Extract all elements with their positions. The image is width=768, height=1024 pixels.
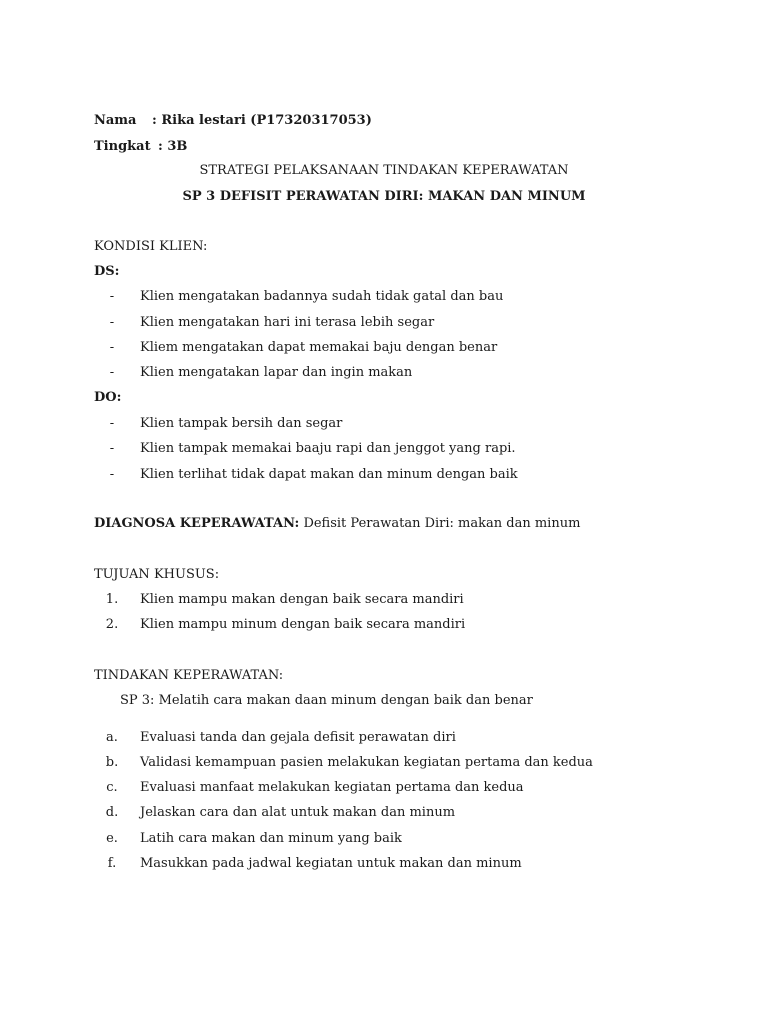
- diagnosa-line: [94, 516, 580, 532]
- bullet-marker: -: [109, 315, 115, 330]
- bullet-marker: -: [109, 365, 115, 380]
- tindakan-item-text: Masukkan pada jadwal kegiatan untuk makan dan minum: [140, 856, 522, 871]
- list-letter: d.: [105, 805, 119, 820]
- nama-value: : Rika lestari (P17320317053): [152, 113, 372, 128]
- ds-item-text: Kliem mengatakan dapat memakai baju dengan benar: [140, 340, 498, 355]
- bullet-marker: -: [109, 441, 115, 456]
- sp-line: SP 3: Melatih cara makan daan minum dengan baik dan benar: [120, 693, 533, 708]
- kondisi-heading: KONDISI KLIEN:: [94, 239, 208, 254]
- tujuan-item-text: Klien mampu minum dengan baik secara mandiri: [140, 617, 466, 632]
- list-letter: a.: [106, 730, 118, 745]
- list-letter: b.: [105, 755, 119, 770]
- list-number: 1.: [105, 592, 119, 607]
- document-title: STRATEGI PELAKSANAAN TINDAKAN KEPERAWATAN: [199, 163, 569, 178]
- list-letter: e.: [106, 831, 118, 846]
- bullet-marker: -: [109, 467, 115, 482]
- nama-label: Nama: [94, 113, 137, 128]
- document-subtitle: SP 3 DEFISIT PERAWATAN DIRI: MAKAN DAN MINUM: [182, 189, 586, 204]
- tindakan-item-text: Latih cara makan dan minum yang baik: [140, 831, 402, 846]
- do-item-text: Klien tampak memakai baaju rapi dan jenggot yang rapi.: [140, 441, 516, 456]
- list-letter: c.: [106, 780, 118, 795]
- list-letter: f.: [107, 856, 117, 871]
- bullet-marker: -: [109, 340, 115, 355]
- diagnosa-value: Defisit Perawatan Diri: makan dan minum: [303, 516, 581, 531]
- tingkat-label: Tingkat: [94, 139, 151, 154]
- list-number: 2.: [105, 617, 119, 632]
- tindakan-item-text: Evaluasi manfaat melakukan kegiatan pertama dan kedua: [140, 780, 524, 795]
- do-item-text: Klien tampak bersih dan segar: [140, 416, 343, 431]
- bullet-marker: -: [109, 289, 115, 304]
- tujuan-item-text: Klien mampu makan dengan baik secara mandiri: [140, 592, 464, 607]
- tindakan-item-text: Jelaskan cara dan alat untuk makan dan minum: [140, 805, 456, 820]
- bullet-marker: -: [109, 416, 115, 431]
- ds-item-text: Klien mengatakan hari ini terasa lebih segar: [140, 315, 435, 330]
- tujuan-heading: TUJUAN KHUSUS:: [94, 567, 220, 582]
- do-label: DO:: [94, 390, 122, 405]
- ds-label: DS:: [94, 264, 120, 279]
- diagnosa-label: DIAGNOSA KEPERAWATAN:: [94, 516, 300, 531]
- do-item-text: Klien terlihat tidak dapat makan dan minum dengan baik: [140, 467, 518, 482]
- ds-item-text: Klien mengatakan badannya sudah tidak gatal dan bau: [140, 289, 504, 304]
- tindakan-heading: TINDAKAN KEPERAWATAN:: [94, 668, 284, 683]
- ds-item-text: Klien mengatakan lapar dan ingin makan: [140, 365, 413, 380]
- tindakan-item-text: Validasi kemampuan pasien melakukan kegiatan pertama dan kedua: [140, 755, 593, 770]
- tingkat-value: : 3B: [158, 139, 188, 154]
- tindakan-item-text: Evaluasi tanda dan gejala defisit perawatan diri: [140, 730, 456, 745]
